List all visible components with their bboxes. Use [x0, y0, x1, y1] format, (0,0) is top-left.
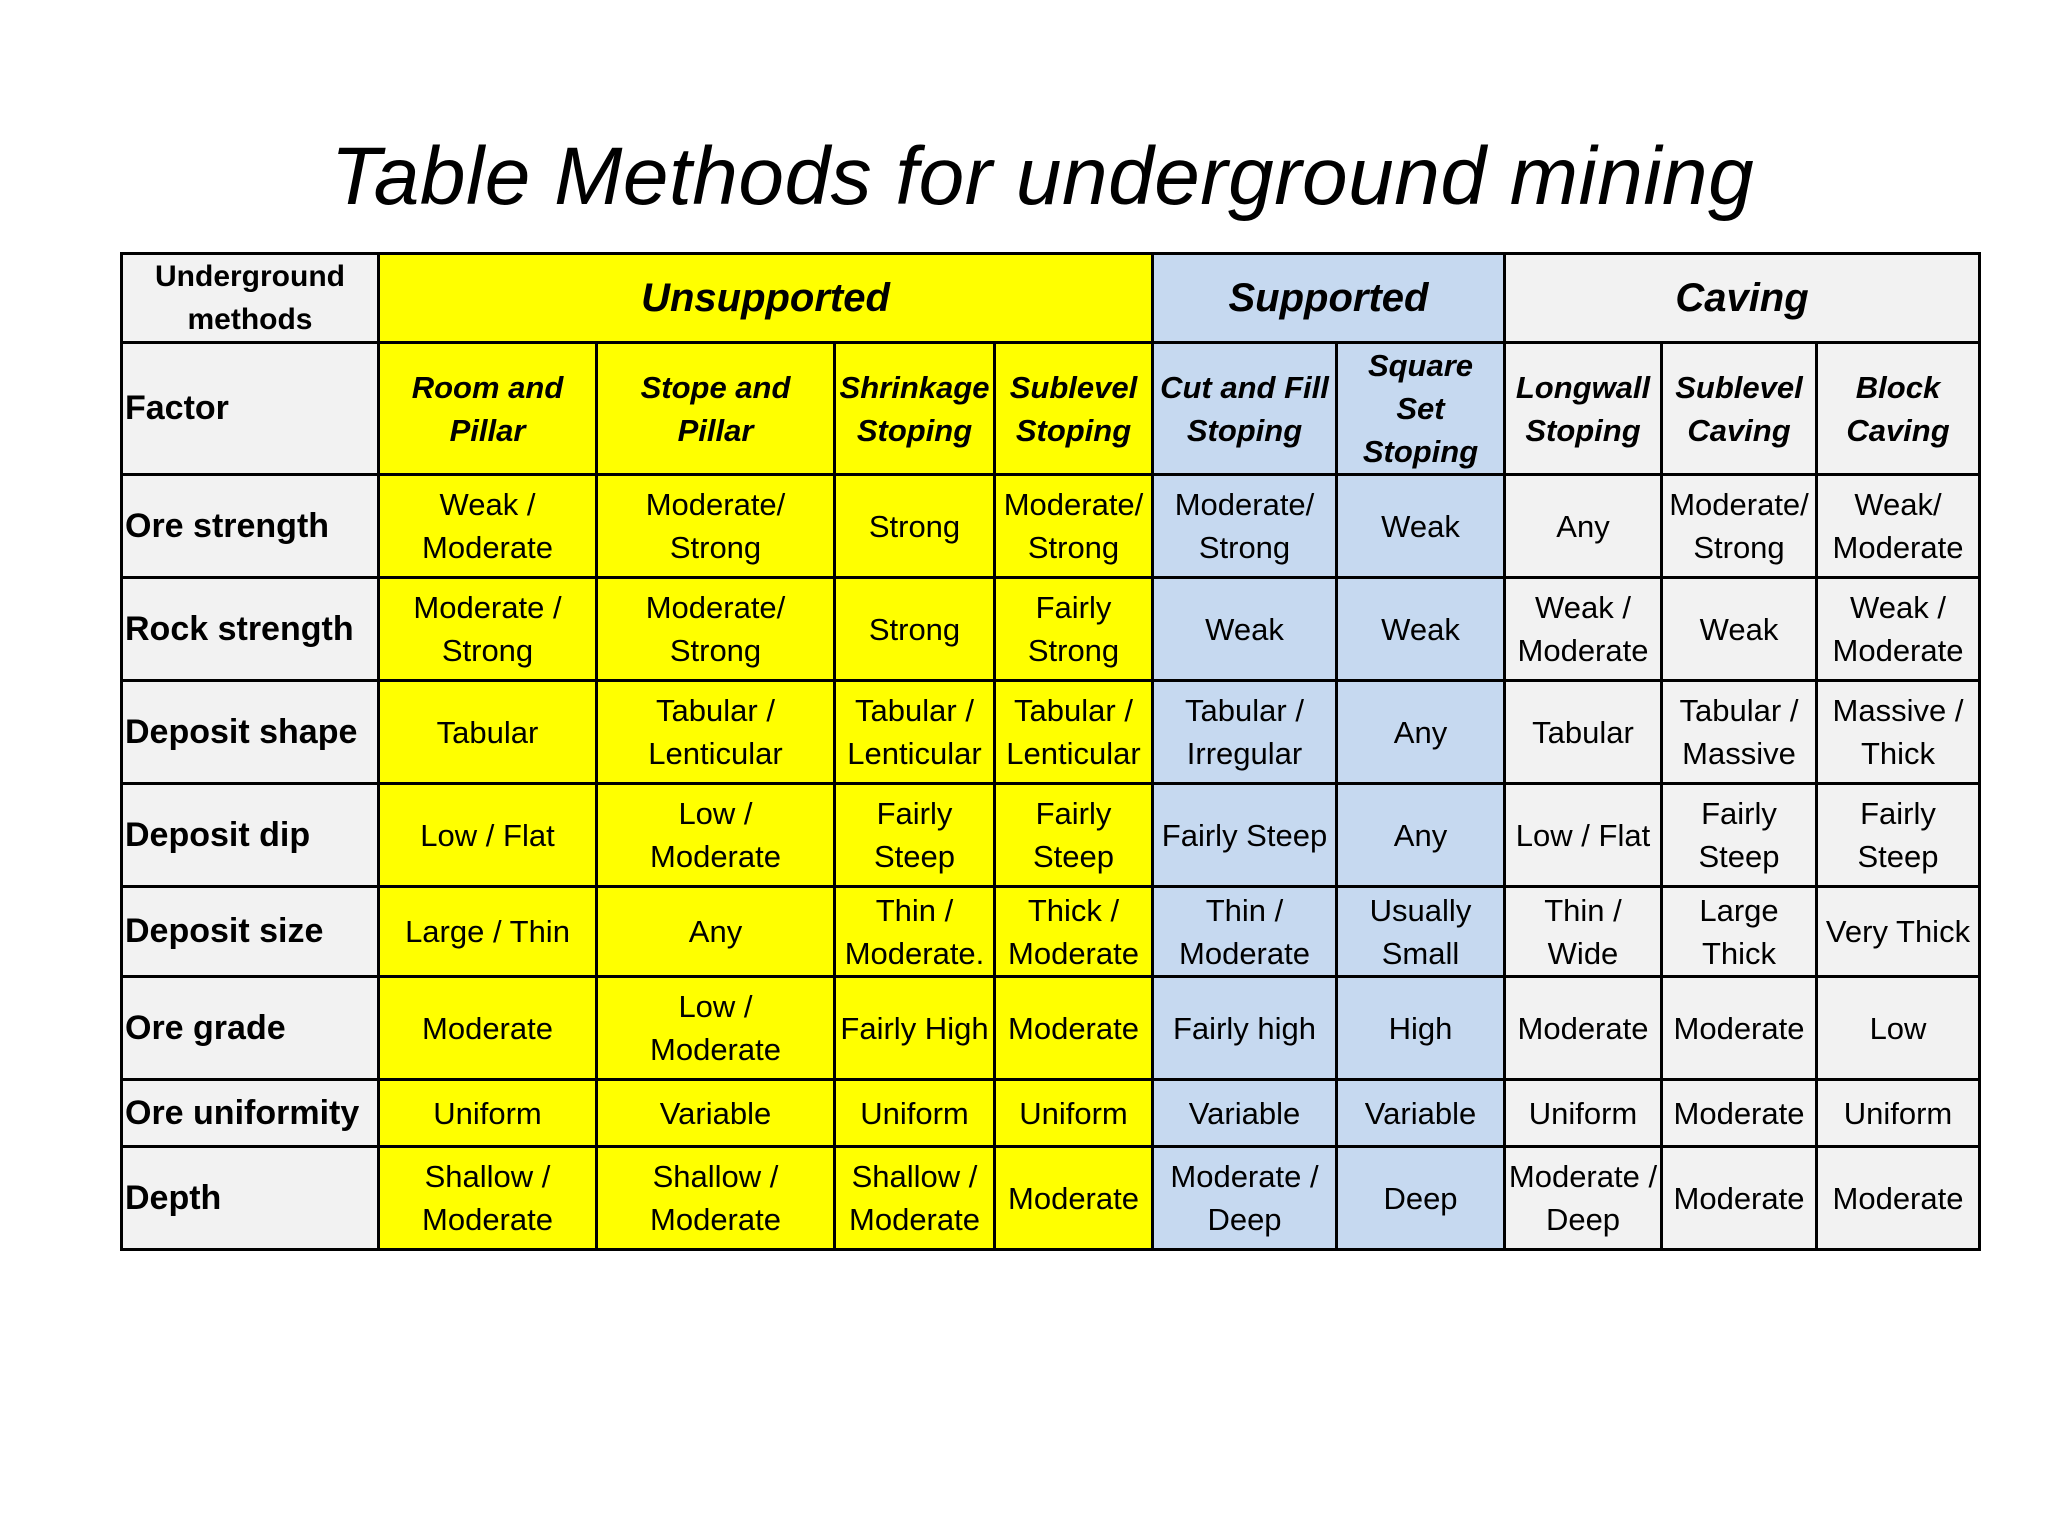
- table-cell: [1662, 681, 1817, 784]
- method-header-stope-and-pillar: [597, 343, 835, 475]
- cell-line: Room and: [411, 369, 564, 405]
- cell-line: Weak/: [1854, 487, 1942, 522]
- cell-line: Any: [1393, 714, 1448, 750]
- cell-line: Weak: [1699, 611, 1779, 647]
- table-cell: [995, 578, 1153, 681]
- table-cell: [597, 784, 835, 887]
- mining-methods-table: [120, 252, 1981, 1251]
- cell-line: Uniform: [860, 1095, 969, 1131]
- cell-line: Strong: [1027, 633, 1120, 668]
- cell-line: Moderate: [1517, 1010, 1649, 1046]
- cell-line: Tabular /: [656, 693, 775, 728]
- cell-line: Shallow /: [851, 1159, 978, 1194]
- method-header-sublevel-stoping: [995, 343, 1153, 475]
- cell-line: Thick /: [1027, 892, 1120, 928]
- table-cell: [379, 977, 597, 1080]
- method-header-row: [122, 343, 1980, 475]
- cell-line: Moderate: [849, 1202, 980, 1237]
- cell-line: Any: [1393, 817, 1448, 853]
- cell-line: Deep: [1545, 1202, 1621, 1237]
- table-cell: [379, 475, 597, 578]
- table-cell: [1153, 1147, 1337, 1250]
- table-cell: [597, 977, 835, 1080]
- table-cell: [597, 1080, 835, 1147]
- cell-line: Tabular /: [1679, 693, 1799, 728]
- method-header-square-set-stoping: [1337, 343, 1505, 475]
- factor-label-ore-grade: Ore grade: [122, 977, 379, 1080]
- table-cell: [1662, 977, 1817, 1080]
- table-cell: [379, 1147, 597, 1250]
- table-row: [122, 578, 1980, 681]
- cell-line: Pillar: [677, 412, 754, 448]
- table-row: [122, 977, 1980, 1080]
- cell-line: Deep: [1207, 1202, 1282, 1237]
- cell-line: Fairly: [876, 796, 953, 831]
- cell-line: Moderate: [1008, 935, 1139, 971]
- table-row: [122, 681, 1980, 784]
- cell-line: Stoping: [1186, 412, 1303, 448]
- table-cell: [835, 475, 995, 578]
- cell-line: Weak /: [1850, 590, 1946, 625]
- cell-line: Large: [1699, 892, 1779, 928]
- cell-line: Thin /: [1205, 892, 1284, 928]
- table-cell: [995, 1147, 1153, 1250]
- table-cell: [379, 681, 597, 784]
- table-cell: [597, 578, 835, 681]
- table-cell: [995, 475, 1153, 578]
- table-cell: [1662, 1147, 1817, 1250]
- cell-line: Lenticular: [1006, 736, 1141, 771]
- factor-label-depth: Depth: [122, 1147, 379, 1250]
- table-cell: [1153, 681, 1337, 784]
- cell-line: Shallow /: [424, 1159, 551, 1194]
- cell-line: Shallow /: [652, 1159, 779, 1194]
- cell-line: Stoping: [856, 412, 973, 448]
- cell-line: Moderate: [1179, 935, 1310, 971]
- cell-line: Moderate: [1673, 1095, 1805, 1131]
- table-cell: [1337, 1147, 1505, 1250]
- table-cell: [1662, 475, 1817, 578]
- cell-line: Sublevel: [1009, 369, 1138, 405]
- factor-header: Factor: [122, 343, 379, 475]
- table-cell: [1505, 977, 1662, 1080]
- cell-line: Thick: [1860, 736, 1936, 771]
- table-cell: [835, 578, 995, 681]
- cell-line: Weak /: [439, 487, 536, 522]
- cell-line: Strong: [868, 611, 961, 647]
- cell-line: Large / Thin: [405, 914, 570, 949]
- cell-line: Thin /: [875, 892, 954, 928]
- table-cell: [995, 977, 1153, 1080]
- cell-line: Low / Flat: [420, 817, 555, 853]
- table-row: [122, 784, 1980, 887]
- cell-line: Stoping: [1015, 412, 1132, 448]
- factor-label-ore-uniformity: Ore uniformity: [122, 1080, 379, 1147]
- cell-line: Low /: [678, 796, 753, 831]
- cell-line: Longwall: [1515, 369, 1651, 405]
- cell-line: Strong: [1198, 530, 1291, 565]
- cell-line: Fairly: [1035, 796, 1112, 831]
- cell-line: Any: [688, 914, 743, 949]
- cell-line: Fairly: [1860, 796, 1936, 831]
- table-cell: [1337, 977, 1505, 1080]
- corner-header: [122, 254, 379, 343]
- cell-line: Moderate: [650, 1032, 781, 1067]
- cell-line: Uniform: [1843, 1095, 1953, 1131]
- cell-line: Thin /: [1544, 892, 1622, 928]
- cell-line: Moderate: [1008, 1010, 1139, 1046]
- cell-line: Lenticular: [847, 736, 982, 771]
- cell-line: Moderate: [422, 1202, 553, 1237]
- cell-line: Massive: [1682, 736, 1796, 771]
- cell-line: Moderate /: [1508, 1159, 1658, 1194]
- cell-line: Irregular: [1186, 736, 1303, 771]
- cell-line: Variable: [1188, 1095, 1301, 1131]
- table-cell: [835, 784, 995, 887]
- cell-line: Moderate: [1673, 1010, 1805, 1046]
- cell-line: Steep: [1698, 839, 1780, 874]
- cell-line: Sublevel: [1675, 369, 1803, 405]
- cell-line: Moderate /: [413, 590, 562, 625]
- cell-line: Moderate: [650, 839, 781, 874]
- cell-line: Strong: [669, 633, 762, 668]
- table-cell: [1662, 1080, 1817, 1147]
- table-row: [122, 475, 1980, 578]
- table-cell: [1337, 887, 1505, 977]
- cell-line: Strong: [868, 508, 961, 544]
- cell-line: Moderate/: [1174, 487, 1315, 522]
- group-caving: Caving: [1505, 254, 1980, 343]
- cell-line: Stope and: [640, 369, 791, 405]
- group-supported: Supported: [1153, 254, 1505, 343]
- page-title: Table Methods for underground mining: [330, 131, 1755, 222]
- table-cell: [1817, 784, 1980, 887]
- cell-line: Tabular /: [855, 693, 974, 728]
- table-row: [122, 1147, 1980, 1250]
- table-cell: [835, 681, 995, 784]
- table-cell: [1505, 475, 1662, 578]
- table-cell: [1817, 475, 1980, 578]
- table-cell: [1817, 977, 1980, 1080]
- cell-line: Stoping: [1362, 434, 1479, 469]
- table-cell: [597, 681, 835, 784]
- cell-line: Moderate: [1832, 633, 1964, 668]
- table-cell: [597, 887, 835, 977]
- table-cell: [1337, 475, 1505, 578]
- table-cell: [1662, 578, 1817, 681]
- cell-line: Steep: [873, 839, 955, 874]
- cell-line: Moderate/: [645, 590, 786, 625]
- cell-line: Lenticular: [648, 736, 783, 771]
- table-cell: [995, 784, 1153, 887]
- cell-line: Tabular: [436, 714, 539, 750]
- cell-line: Caving: [1846, 412, 1950, 448]
- cell-line: Moderate: [422, 1010, 553, 1046]
- cell-line: Low: [1869, 1010, 1927, 1046]
- table-cell: [1662, 887, 1817, 977]
- cell-line: Low / Flat: [1515, 817, 1651, 853]
- cell-line: High: [1388, 1010, 1453, 1046]
- table-cell: [1505, 784, 1662, 887]
- cell-line: Low /: [678, 989, 753, 1024]
- cell-line: Variable: [1364, 1095, 1477, 1131]
- table-cell: [1337, 784, 1505, 887]
- cell-line: Uniform: [1528, 1095, 1638, 1131]
- cell-line: Weak: [1381, 508, 1460, 544]
- table-cell: [379, 784, 597, 887]
- method-header-longwall-stoping: [1505, 343, 1662, 475]
- cell-line: Any: [1556, 508, 1610, 544]
- method-header-cut-and-fill-stoping: [1153, 343, 1337, 475]
- cell-line: Moderate: [1832, 530, 1964, 565]
- table-cell: [1153, 887, 1337, 977]
- cell-line: Massive /: [1832, 693, 1964, 728]
- cell-line: Steep: [1857, 839, 1939, 874]
- cell-line: Fairly high: [1173, 1010, 1316, 1046]
- table-cell: [1337, 578, 1505, 681]
- cell-line: Square: [1367, 348, 1474, 383]
- cell-line: Thick: [1701, 935, 1777, 971]
- cell-line: Small: [1381, 935, 1460, 971]
- cell-line: Fairly: [1035, 590, 1112, 625]
- cell-line: Moderate: [650, 1202, 781, 1237]
- cell-line: Pillar: [449, 412, 526, 448]
- cell-line: Moderate: [1673, 1180, 1805, 1216]
- table-cell: [995, 1080, 1153, 1147]
- cell-line: Strong: [669, 530, 762, 565]
- group-header-row: [122, 254, 1980, 343]
- cell-line: Very Thick: [1825, 914, 1971, 949]
- table-cell: [1153, 784, 1337, 887]
- factor-label-rock-strength: Rock strength: [122, 578, 379, 681]
- table-cell: [1505, 887, 1662, 977]
- table-cell: [995, 681, 1153, 784]
- cell-line: Strong: [441, 633, 534, 668]
- factor-label-deposit-size: Deposit size: [122, 887, 379, 977]
- table-row: [122, 887, 1980, 977]
- table-cell: [1817, 887, 1980, 977]
- table-cell: [1153, 1080, 1337, 1147]
- corner-line: methods: [187, 303, 313, 336]
- cell-line: Stoping: [1525, 412, 1641, 448]
- cell-line: Tabular /: [1185, 693, 1304, 728]
- cell-line: Moderate: [1517, 633, 1649, 668]
- factor-label-ore-strength: Ore strength: [122, 475, 379, 578]
- cell-line: Weak /: [1535, 590, 1631, 625]
- cell-line: Usually: [1369, 892, 1472, 928]
- table-cell: [1817, 578, 1980, 681]
- table-cell: [1505, 681, 1662, 784]
- table-cell: [1662, 784, 1817, 887]
- method-header-block-caving: [1817, 343, 1980, 475]
- table-cell: [1337, 681, 1505, 784]
- table-cell: [597, 1147, 835, 1250]
- table-cell: [1337, 1080, 1505, 1147]
- table-cell: [1153, 475, 1337, 578]
- cell-line: Fairly Steep: [1161, 817, 1328, 853]
- cell-line: Shrinkage: [839, 369, 990, 405]
- cell-line: Moderate: [1008, 1180, 1139, 1216]
- cell-line: Uniform: [1019, 1095, 1128, 1131]
- cell-line: Cut and Fill: [1160, 369, 1329, 405]
- table-cell: [1817, 1147, 1980, 1250]
- cell-line: Block: [1855, 369, 1941, 405]
- table-cell: [1153, 977, 1337, 1080]
- cell-line: Tabular: [1532, 714, 1634, 750]
- cell-line: Steep: [1032, 839, 1114, 874]
- cell-line: Uniform: [433, 1095, 542, 1131]
- group-unsupported: Unsupported: [379, 254, 1153, 343]
- factor-label-deposit-shape: Deposit shape: [122, 681, 379, 784]
- table-cell: [1505, 1147, 1662, 1250]
- table-row: [122, 1080, 1980, 1147]
- cell-line: Moderate: [422, 530, 553, 565]
- table-cell: [1153, 578, 1337, 681]
- table-cell: [597, 475, 835, 578]
- table-cell: [835, 1080, 995, 1147]
- table-cell: [1817, 681, 1980, 784]
- cell-line: Moderate /: [1170, 1159, 1319, 1194]
- cell-line: Strong: [1693, 530, 1785, 565]
- table-cell: [1505, 578, 1662, 681]
- cell-line: Weak: [1381, 611, 1460, 647]
- cell-line: Weak: [1205, 611, 1284, 647]
- cell-line: Tabular /: [1014, 693, 1133, 728]
- table-cell: [1505, 1080, 1662, 1147]
- method-header-room-and-pillar: [379, 343, 597, 475]
- cell-line: Moderate/: [645, 487, 786, 522]
- cell-line: Deep: [1383, 1180, 1458, 1216]
- factor-label-deposit-dip: Deposit dip: [122, 784, 379, 887]
- table-cell: [379, 1080, 597, 1147]
- table-cell: [995, 887, 1153, 977]
- cell-line: Fairly: [1701, 796, 1777, 831]
- cell-line: Caving: [1687, 412, 1791, 448]
- cell-line: Moderate: [1832, 1180, 1964, 1216]
- table-cell: [379, 578, 597, 681]
- corner-line: Underground: [155, 260, 345, 293]
- cell-line: Moderate/: [1003, 487, 1144, 522]
- table-cell: [835, 887, 995, 977]
- table-cell: [835, 977, 995, 1080]
- table-cell: [1817, 1080, 1980, 1147]
- cell-line: Wide: [1547, 935, 1619, 971]
- method-header-sublevel-caving: [1662, 343, 1817, 475]
- method-header-shrinkage-stoping: [835, 343, 995, 475]
- table-cell: [379, 887, 597, 977]
- cell-line: Moderate/: [1669, 487, 1809, 522]
- cell-line: Strong: [1027, 530, 1120, 565]
- table-cell: [835, 1147, 995, 1250]
- cell-line: Moderate.: [844, 935, 985, 971]
- cell-line: Set: [1396, 391, 1445, 426]
- cell-line: Variable: [659, 1095, 772, 1131]
- cell-line: Fairly High: [840, 1010, 989, 1046]
